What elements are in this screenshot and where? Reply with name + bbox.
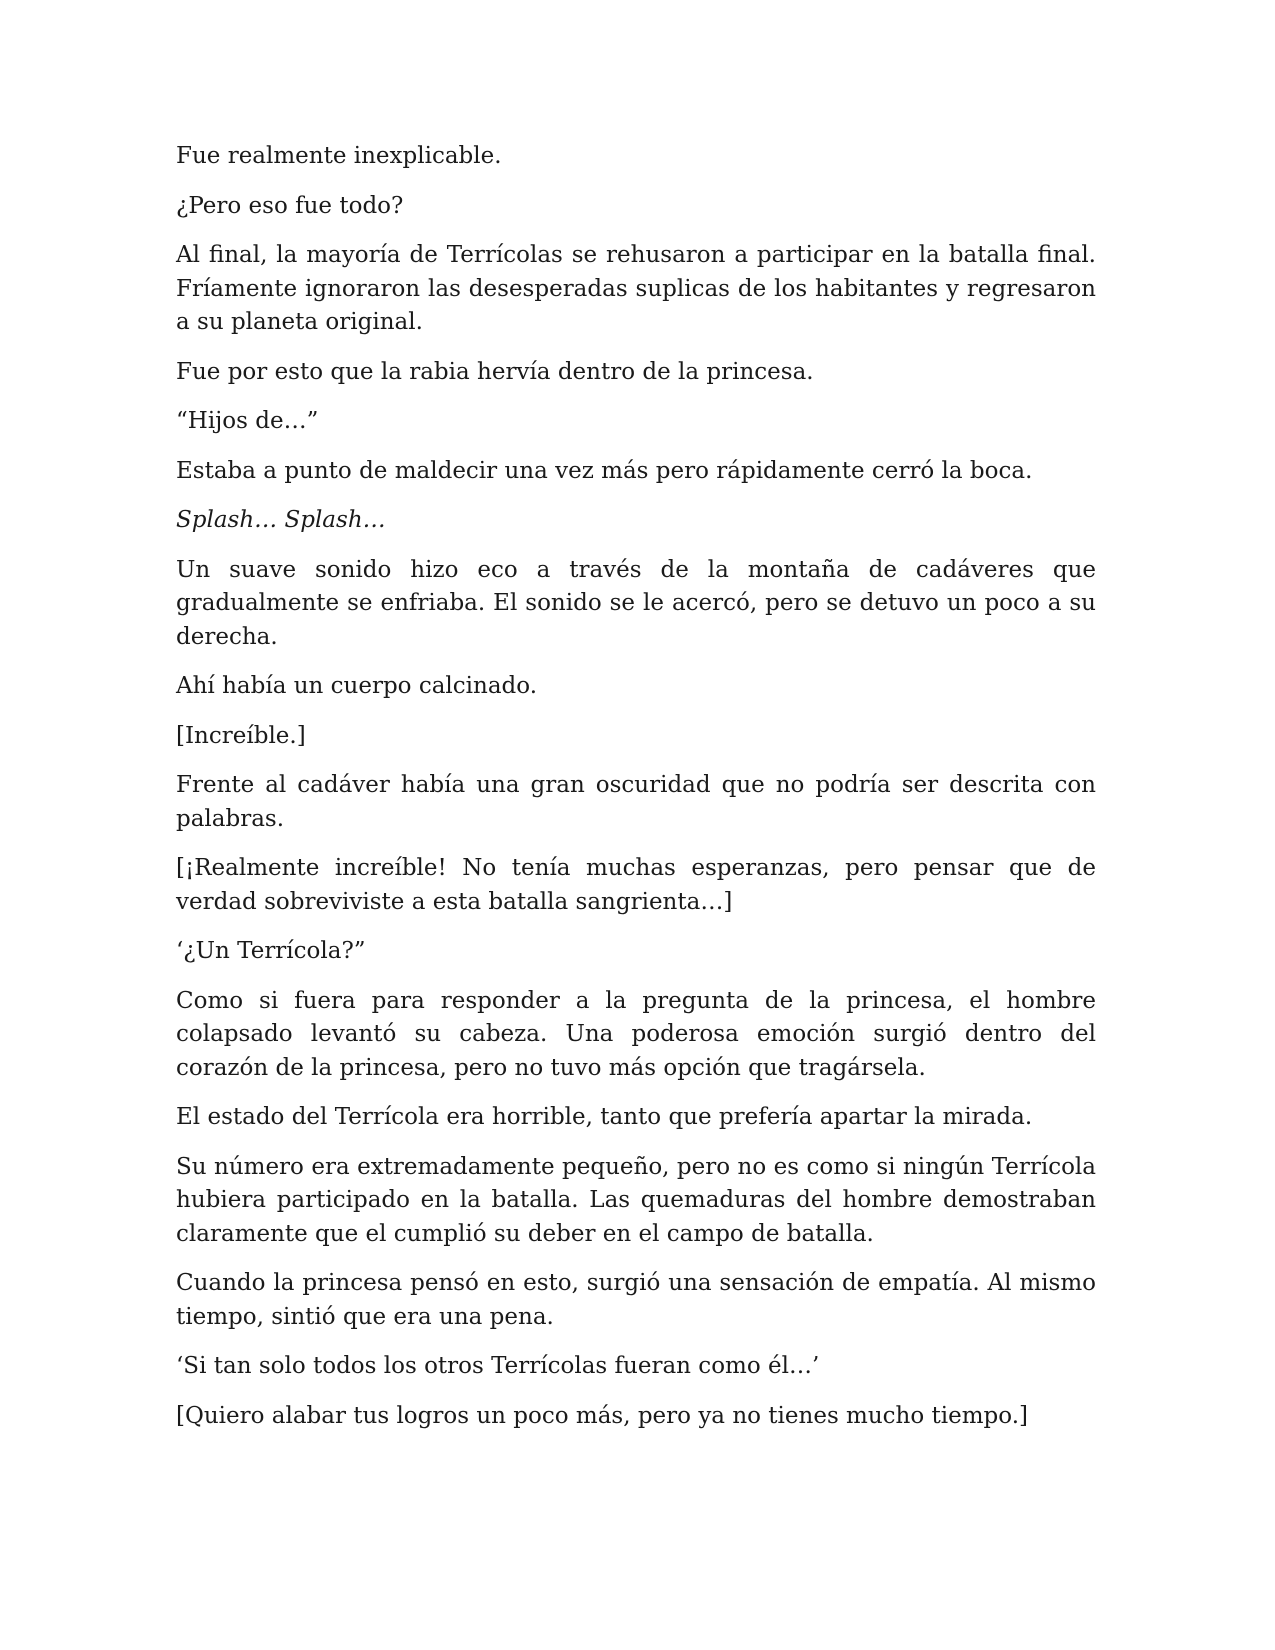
paragraph: [Increíble.] [176, 722, 306, 749]
paragraph: Como si fuera para responder a la pregunta de la princesa, el hombre colapsado levantó su cabeza. Una poderosa emoción surgió dentro del corazón de la princesa, pero no tuvo más opción que tragársela. [176, 987, 1096, 1081]
paragraph: [Quiero alabar tus logros un poco más, pero ya no tienes mucho tiempo.] [176, 1402, 1028, 1429]
sound-effect-paragraph: Splash… Splash… [176, 507, 386, 533]
paragraph: El estado del Terrícola era horrible, tanto que prefería apartar la mirada. [176, 1104, 1033, 1130]
paragraph: Estaba a punto de maldecir una vez más pero rápidamente cerró la boca. [176, 457, 1033, 484]
paragraph: ‘¿Un Terrícola?” [176, 938, 366, 964]
paragraph: Su número era extremadamente pequeño, pero no es como si ningún Terrícola hubiera participado en la batalla. Las quemaduras del hombre demostraban claramente que el cumplió su deber en el campo de batalla. [176, 1153, 1096, 1247]
paragraph: Un suave sonido hizo eco a través de la montaña de cadáveres que gradualmente se enfriaba. El sonido se le acercó, pero se detuvo un poco a su derecha. [176, 556, 1096, 650]
paragraph: Frente al cadáver había una gran oscuridad que no podría ser descrita con palabras. [176, 772, 1096, 832]
paragraph: Fue por esto que la rabia hervía dentro de la princesa. [176, 358, 814, 385]
paragraph: ‘Si tan solo todos los otros Terrícolas fueran como él…’ [176, 1353, 820, 1379]
paragraph: ¿Pero eso fue todo? [176, 192, 404, 219]
paragraph: [¡Realmente increíble! No tenía muchas esperanzas, pero pensar que de verdad sobreviviste a esta batalla sangrienta…] [176, 855, 1096, 915]
paragraph: Fue realmente inexplicable. [176, 143, 502, 169]
paragraph: “Hijos de…” [176, 408, 319, 434]
document-page [176, 140, 1096, 1449]
paragraph: Al final, la mayoría de Terrícolas se rehusaron a participar en la batalla final. Fríamente ignoraron las desesperadas suplicas de los habitantes y regresaron a su planeta original. [176, 242, 1096, 335]
paragraph: Cuando la princesa pensó en esto, surgió una sensación de empatía. Al mismo tiempo, sintió que era una pena. [176, 1270, 1096, 1330]
paragraph: Ahí había un cuerpo calcinado. [176, 673, 538, 699]
